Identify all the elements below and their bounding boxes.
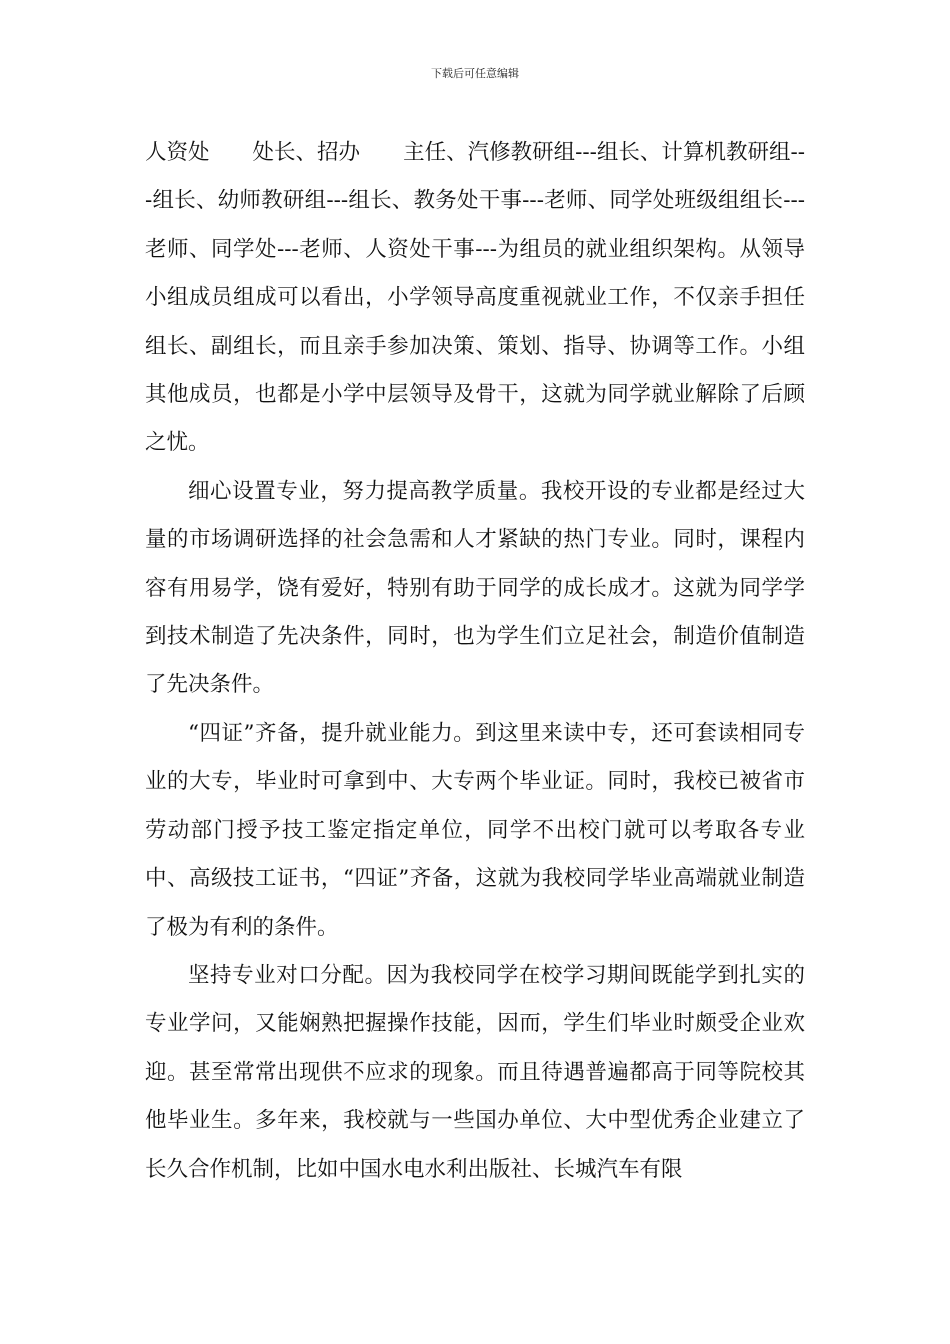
- page-header: 下载后可任意编辑: [431, 67, 519, 80]
- paragraph-1: 人资处 处长、招办 主任、汽修教研组---组长、计算机教研组---组长、幼师教研组---组长、教务处干事---老师、同学处班级组组长---老师、同学处---老师、人资处干事---为组员的就业组织架构。从领导小组成员组成可以看出，小学领导高度重视就业工作，不仅亲手担任组长、副组长，而且亲手参加决策、策划、指导、协调等工作。小组其他成员，也都是小学中层领导及骨干，这就为同学就业解除了后顾之忧。: [145, 140, 805, 456]
- paragraph-2: 细心设置专业，努力提高教学质量。我校开设的专业都是经过大量的市场调研选择的社会急需和人才紧缺的热门专业。同时，课程内容有用易学，饶有爱好，特别有助于同学的成长成才。这就为同学学到技术制造了先决条件，同时，也为学生们立足社会，制造价值制造了先决条件。: [145, 478, 805, 698]
- paragraph-4: 坚持专业对口分配。因为我校同学在校学习期间既能学到扎实的专业学问，又能娴熟把握操作技能，因而，学生们毕业时颇受企业欢迎。甚至常常出现供不应求的现象。而且待遇普遍都高于同等院校其他毕业生。多年来，我校就与一些国办单位、大中型优秀企业建立了长久合作机制，比如中国水电水利出版社、长城汽车有限: [145, 962, 805, 1182]
- document-body: [145, 129, 805, 1194]
- paragraph-3: “四证”齐备，提升就业能力。到这里来读中专，还可套读相同专业的大专，毕业时可拿到中、大专两个毕业证。同时，我校已被省市劳动部门授予技工鉴定指定单位，同学不出校门就可以考取各专业中、高级技工证书，“四证”齐备，这就为我校同学毕业高端就业制造了极为有利的条件。: [145, 720, 805, 940]
